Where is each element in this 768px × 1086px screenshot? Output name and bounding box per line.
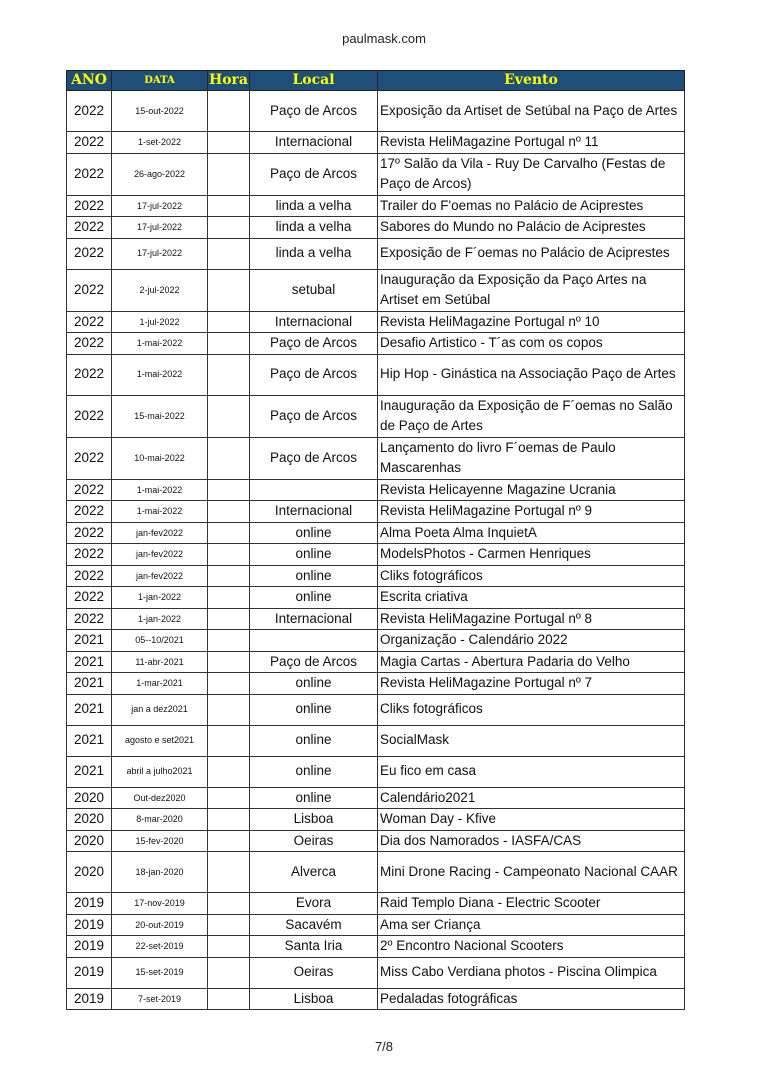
cell-hora	[208, 238, 250, 269]
cell-local: Oeiras	[250, 830, 378, 852]
cell-data: 15-mai-2022	[112, 395, 208, 437]
cell-hora	[208, 608, 250, 630]
cell-local	[250, 630, 378, 652]
cell-data: jan-fev2022	[112, 522, 208, 544]
cell-evento: Alma Poeta Alma InquietA	[378, 522, 685, 544]
cell-ano: 2019	[67, 936, 112, 958]
cell-data: 17-nov-2019	[112, 893, 208, 915]
table-row	[67, 544, 685, 566]
cell-evento: Magia Cartas - Abertura Padaria do Velho	[378, 651, 685, 673]
cell-ano: 2022	[67, 395, 112, 437]
cell-local: Lisboa	[250, 988, 378, 1010]
cell-hora	[208, 153, 250, 195]
table-row	[67, 354, 685, 395]
cell-local: online	[250, 544, 378, 566]
cell-data: 17-jul-2022	[112, 195, 208, 217]
cell-local: Internacional	[250, 501, 378, 523]
cell-local: linda a velha	[250, 217, 378, 239]
cell-local	[250, 479, 378, 501]
cell-ano: 2022	[67, 437, 112, 479]
table-row	[67, 333, 685, 355]
cell-evento: Inauguração da Exposição da Paço Artes na Artiset em Setúbal	[378, 269, 685, 311]
cell-evento: Raid Templo Diana - Electric Scooter	[378, 893, 685, 915]
cell-local: linda a velha	[250, 238, 378, 269]
cell-data: 1-mai-2022	[112, 479, 208, 501]
cell-data: 17-jul-2022	[112, 238, 208, 269]
cell-evento: Miss Cabo Verdiana photos - Piscina Olimpica	[378, 957, 685, 988]
cell-data: 1-mai-2022	[112, 354, 208, 395]
table-row	[67, 395, 685, 437]
table-row	[67, 479, 685, 501]
cell-ano: 2022	[67, 91, 112, 132]
cell-evento: Revista HeliMagazine Portugal nº 7	[378, 673, 685, 695]
cell-ano: 2022	[67, 153, 112, 195]
cell-evento: Exposição da Artiset de Setúbal na Paço de Artes	[378, 91, 685, 132]
cell-hora	[208, 630, 250, 652]
cell-evento: Eu fico em casa	[378, 756, 685, 787]
cell-evento: ModelsPhotos - Carmen Henriques	[378, 544, 685, 566]
cell-hora	[208, 437, 250, 479]
table-row	[67, 893, 685, 915]
table-row	[67, 91, 685, 132]
cell-evento: Revista HeliMagazine Portugal nº 11	[378, 132, 685, 154]
cell-ano: 2022	[67, 565, 112, 587]
table-row	[67, 269, 685, 311]
cell-data: 15-fev-2020	[112, 830, 208, 852]
cell-hora	[208, 217, 250, 239]
cell-data: 1-set-2022	[112, 132, 208, 154]
cell-ano: 2022	[67, 195, 112, 217]
cell-evento: Cliks fotográficos	[378, 694, 685, 725]
table-row	[67, 153, 685, 195]
cell-data: 15-set-2019	[112, 957, 208, 988]
table-row	[67, 957, 685, 988]
cell-local: Internacional	[250, 132, 378, 154]
cell-hora	[208, 809, 250, 831]
cell-data: jan a dez2021	[112, 694, 208, 725]
cell-evento: Ama ser Criança	[378, 914, 685, 936]
cell-ano: 2021	[67, 630, 112, 652]
cell-ano: 2022	[67, 522, 112, 544]
cell-local: Paço de Arcos	[250, 333, 378, 355]
cell-hora	[208, 565, 250, 587]
column-header-ano: ANO	[67, 71, 112, 91]
table-row	[67, 608, 685, 630]
table-body	[67, 91, 685, 1010]
cell-local: online	[250, 756, 378, 787]
cell-data: abril a julho2021	[112, 756, 208, 787]
cell-ano: 2022	[67, 544, 112, 566]
cell-evento: Woman Day - Kfive	[378, 809, 685, 831]
site-header: paulmask.com	[342, 31, 426, 46]
cell-evento: Sabores do Mundo no Palácio de Aciprestes	[378, 217, 685, 239]
cell-data: 26-ago-2022	[112, 153, 208, 195]
table-row	[67, 809, 685, 831]
cell-ano: 2019	[67, 957, 112, 988]
cell-evento: Escrita criativa	[378, 587, 685, 609]
cell-hora	[208, 914, 250, 936]
cell-local: Paço de Arcos	[250, 395, 378, 437]
cell-ano: 2021	[67, 725, 112, 756]
cell-ano: 2021	[67, 694, 112, 725]
cell-hora	[208, 756, 250, 787]
table-row	[67, 311, 685, 333]
cell-hora	[208, 673, 250, 695]
events-table	[66, 70, 685, 1010]
table-row	[67, 756, 685, 787]
cell-hora	[208, 936, 250, 958]
cell-data: jan-fev2022	[112, 565, 208, 587]
cell-evento: Trailer do F'oemas no Palácio de Aciprestes	[378, 195, 685, 217]
cell-local: online	[250, 565, 378, 587]
table-row	[67, 132, 685, 154]
cell-evento: Pedaladas fotográficas	[378, 988, 685, 1010]
cell-hora	[208, 479, 250, 501]
cell-evento: Revista HeliMagazine Portugal nº 9	[378, 501, 685, 523]
table-row	[67, 852, 685, 893]
cell-hora	[208, 893, 250, 915]
column-header-hora: Hora	[208, 71, 250, 91]
cell-hora	[208, 269, 250, 311]
cell-hora	[208, 522, 250, 544]
table-header-row	[67, 71, 685, 91]
cell-hora	[208, 354, 250, 395]
cell-data: 1-mar-2021	[112, 673, 208, 695]
table-row	[67, 694, 685, 725]
cell-ano: 2021	[67, 651, 112, 673]
table-row	[67, 787, 685, 809]
cell-data: 8-mar-2020	[112, 809, 208, 831]
cell-local: online	[250, 725, 378, 756]
cell-data: 1-mai-2022	[112, 501, 208, 523]
cell-data: 05--10/2021	[112, 630, 208, 652]
cell-local: Lisboa	[250, 809, 378, 831]
table-row	[67, 437, 685, 479]
cell-local: Sacavém	[250, 914, 378, 936]
cell-local: linda a velha	[250, 195, 378, 217]
cell-evento: Revista HeliMagazine Portugal nº 8	[378, 608, 685, 630]
table-row	[67, 673, 685, 695]
cell-evento: Inauguração da Exposição de F´oemas no Salão de Paço de Artes	[378, 395, 685, 437]
cell-data: agosto e set2021	[112, 725, 208, 756]
table-row	[67, 195, 685, 217]
cell-evento: Hip Hop - Ginástica na Associação Paço de Artes	[378, 354, 685, 395]
cell-ano: 2022	[67, 238, 112, 269]
cell-data: 11-abr-2021	[112, 651, 208, 673]
cell-hora	[208, 501, 250, 523]
cell-ano: 2020	[67, 787, 112, 809]
cell-local: Paço de Arcos	[250, 153, 378, 195]
cell-ano: 2020	[67, 852, 112, 893]
table-row	[67, 587, 685, 609]
cell-hora	[208, 311, 250, 333]
cell-local: online	[250, 787, 378, 809]
cell-local: online	[250, 587, 378, 609]
cell-local: Paço de Arcos	[250, 651, 378, 673]
cell-hora	[208, 651, 250, 673]
cell-evento: Revista HeliMagazine Portugal nº 10	[378, 311, 685, 333]
cell-ano: 2022	[67, 501, 112, 523]
cell-hora	[208, 544, 250, 566]
cell-ano: 2022	[67, 217, 112, 239]
cell-hora	[208, 852, 250, 893]
cell-data: 1-jul-2022	[112, 311, 208, 333]
cell-local: Internacional	[250, 311, 378, 333]
cell-ano: 2022	[67, 608, 112, 630]
cell-evento: 2º Encontro Nacional Scooters	[378, 936, 685, 958]
table-row	[67, 725, 685, 756]
cell-evento: Exposição de F´oemas no Palácio de Aciprestes	[378, 238, 685, 269]
cell-ano: 2022	[67, 269, 112, 311]
cell-ano: 2022	[67, 132, 112, 154]
cell-ano: 2022	[67, 333, 112, 355]
cell-evento: Cliks fotográficos	[378, 565, 685, 587]
cell-ano: 2021	[67, 756, 112, 787]
cell-hora	[208, 587, 250, 609]
cell-hora	[208, 195, 250, 217]
table-row	[67, 651, 685, 673]
cell-hora	[208, 988, 250, 1010]
cell-local: online	[250, 694, 378, 725]
cell-ano: 2022	[67, 354, 112, 395]
cell-data: 1-mai-2022	[112, 333, 208, 355]
cell-ano: 2019	[67, 988, 112, 1010]
cell-local: Internacional	[250, 608, 378, 630]
column-header-data: DATA	[112, 71, 208, 91]
cell-local: online	[250, 522, 378, 544]
table-row	[67, 936, 685, 958]
cell-ano: 2020	[67, 809, 112, 831]
cell-ano: 2019	[67, 893, 112, 915]
cell-evento: SocialMask	[378, 725, 685, 756]
cell-evento: Dia dos Namorados - IASFA/CAS	[378, 830, 685, 852]
cell-hora	[208, 395, 250, 437]
table-row	[67, 217, 685, 239]
cell-hora	[208, 333, 250, 355]
cell-evento: Organização - Calendário 2022	[378, 630, 685, 652]
cell-local: online	[250, 673, 378, 695]
table-row	[67, 630, 685, 652]
cell-data: 22-set-2019	[112, 936, 208, 958]
table-row	[67, 501, 685, 523]
cell-evento: Lançamento do livro F´oemas de Paulo Mascarenhas	[378, 437, 685, 479]
cell-data: jan-fev2022	[112, 544, 208, 566]
cell-local: Oeiras	[250, 957, 378, 988]
table-row	[67, 830, 685, 852]
table-row	[67, 522, 685, 544]
cell-hora	[208, 787, 250, 809]
cell-evento: Desafio Artistico - T´as com os copos	[378, 333, 685, 355]
cell-data: Out-dez2020	[112, 787, 208, 809]
cell-ano: 2022	[67, 479, 112, 501]
table-row	[67, 914, 685, 936]
cell-data: 18-jan-2020	[112, 852, 208, 893]
cell-local: Alverca	[250, 852, 378, 893]
cell-local: Santa Iria	[250, 936, 378, 958]
page-number: 7/8	[374, 1039, 394, 1054]
cell-data: 1-jan-2022	[112, 587, 208, 609]
cell-hora	[208, 957, 250, 988]
cell-data: 15-out-2022	[112, 91, 208, 132]
table-row	[67, 238, 685, 269]
cell-hora	[208, 132, 250, 154]
cell-evento: 17º Salão da Vila - Ruy De Carvalho (Festas de Paço de Arcos)	[378, 153, 685, 195]
cell-hora	[208, 91, 250, 132]
cell-local: Paço de Arcos	[250, 354, 378, 395]
cell-ano: 2022	[67, 587, 112, 609]
cell-ano: 2021	[67, 673, 112, 695]
table-row	[67, 565, 685, 587]
cell-data: 2-jul-2022	[112, 269, 208, 311]
cell-hora	[208, 725, 250, 756]
cell-ano: 2019	[67, 914, 112, 936]
cell-hora	[208, 830, 250, 852]
cell-data: 7-set-2019	[112, 988, 208, 1010]
cell-ano: 2020	[67, 830, 112, 852]
cell-local: Paço de Arcos	[250, 91, 378, 132]
cell-ano: 2022	[67, 311, 112, 333]
column-header-local: Local	[250, 71, 378, 91]
table-row	[67, 988, 685, 1010]
cell-hora	[208, 694, 250, 725]
cell-data: 20-out-2019	[112, 914, 208, 936]
cell-data: 10-mai-2022	[112, 437, 208, 479]
cell-data: 17-jul-2022	[112, 217, 208, 239]
cell-evento: Revista Helicayenne Magazine Ucrania	[378, 479, 685, 501]
cell-data: 1-jan-2022	[112, 608, 208, 630]
column-header-evento: Evento	[378, 71, 685, 91]
cell-evento: Mini Drone Racing - Campeonato Nacional CAAR	[378, 852, 685, 893]
cell-local: setubal	[250, 269, 378, 311]
cell-local: Paço de Arcos	[250, 437, 378, 479]
cell-evento: Calendário2021	[378, 787, 685, 809]
cell-local: Evora	[250, 893, 378, 915]
